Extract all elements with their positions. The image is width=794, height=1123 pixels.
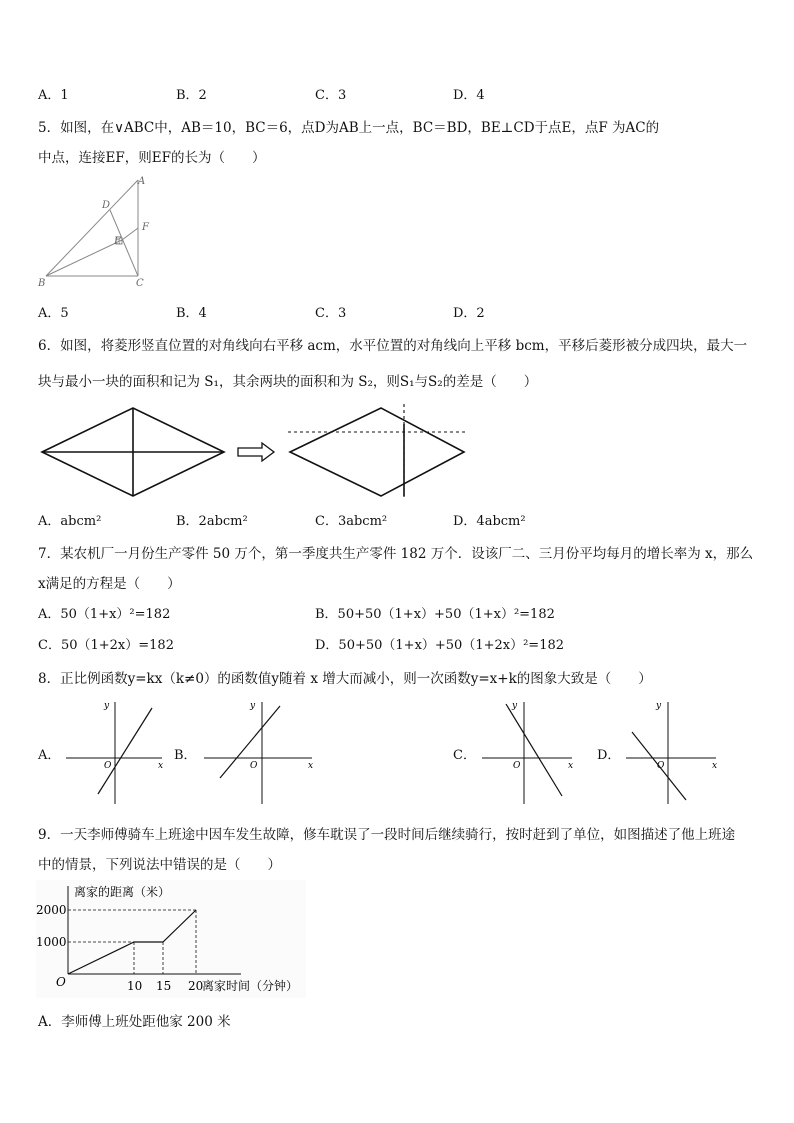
q6-text-line2: 块与最小一块的面积和记为 S₁，其余两块的面积和为 S₂，则S₁与S₂的差是（ ） <box>38 374 538 390</box>
q6-option-a: A．abcm² <box>38 514 102 529</box>
q9-text-line2: 中的情景，下列说法中错误的是（ ） <box>38 857 281 873</box>
xtick-15: 15 <box>156 979 172 993</box>
q5-text-line1: 5．如图，在∨ABC中，AB＝10，BC＝6，点D为AB上一点，BC＝BD，BE⊥CD于点E，点F 为AC的 <box>38 120 660 136</box>
svg-text:x: x <box>308 761 314 771</box>
svg-text:O: O <box>513 761 521 771</box>
q5-text-line2: 中点，连接EF，则EF的长为（ ） <box>38 150 266 166</box>
q4-option-b: B．2 <box>176 88 207 103</box>
q4-option-a: A．1 <box>38 88 69 103</box>
q8-text-line1: 8．正比例函数y=kx（k≠0）的函数值y随着 x 增大而减小，则一次函数y=x+k的图象大致是（ ） <box>38 671 652 687</box>
ytick-1000: 1000 <box>36 935 67 949</box>
chart-ylabel: 离家的距离（米） <box>74 885 171 899</box>
segment-ba <box>46 180 138 276</box>
q5-option-b: B．4 <box>176 306 207 321</box>
q7-option-d: D．50+50（1+x）+50（1+2x）²=182 <box>315 638 565 653</box>
q8-option-c-label: C． <box>453 748 476 763</box>
svg-text:x: x <box>712 761 718 771</box>
q8-graph-d <box>620 696 730 806</box>
q9-option-a: A．李师傅上班处距他家 200 米 <box>38 1014 231 1030</box>
q8-graph-b <box>204 696 324 806</box>
q8-option-a-label: A． <box>38 748 61 763</box>
label-a: A <box>138 176 146 187</box>
q6-rhombus-figure <box>40 402 480 502</box>
q8-graph-c <box>478 696 588 806</box>
svg-text:x: x <box>158 761 164 771</box>
q8-option-b-label: B． <box>174 748 197 763</box>
q6-text-line1: 6．如图，将菱形竖直位置的对角线向右平移 acm，水平位置的对角线向上平移 bcm，平移后菱形被分成四块，最大一 <box>38 338 748 354</box>
ytick-2000: 2000 <box>36 903 67 917</box>
q9-distance-time-chart <box>36 880 336 998</box>
q6-option-c: C．3abcm² <box>315 514 388 529</box>
chart-xlabel: 离家时间（分钟） <box>202 979 299 993</box>
q6-option-b: B．2abcm² <box>176 514 248 529</box>
svg-text:y: y <box>512 701 518 711</box>
label-f: F <box>142 222 149 233</box>
q4-option-d: D．4 <box>453 88 485 103</box>
q4-option-c: C．3 <box>315 88 347 103</box>
q8-option-d-label: D． <box>597 748 621 763</box>
q7-text-line2: x满足的方程是（ ） <box>38 576 181 592</box>
q9-text-line1: 9．一天李师傅骑车上班途中因车发生故障，修车耽误了一段时间后继续骑行，按时赶到了单位，如图描述了他上班途 <box>38 827 736 843</box>
label-d: D <box>102 200 111 211</box>
label-b: B <box>38 278 46 289</box>
chart-origin: O <box>56 975 66 989</box>
svg-text:O: O <box>104 761 112 771</box>
svg-text:x: x <box>568 761 574 771</box>
q7-text-line1: 7．某农机厂一月份生产零件 50 万个，第一季度共生产零件 182 万个．设该厂二、三月份平均每月的增长率为 x，那么 <box>38 546 754 562</box>
svg-text:y: y <box>656 701 662 711</box>
xtick-20: 20 <box>188 979 204 993</box>
q7-option-c: C．50（1+2x）=182 <box>38 638 174 653</box>
q6-option-d: D．4abcm² <box>453 514 526 529</box>
q5-option-d: D．2 <box>453 306 485 321</box>
q5-option-a: A．5 <box>38 306 69 321</box>
q7-option-a: A．50（1+x）²=182 <box>38 607 171 622</box>
q7-option-b: B．50+50（1+x）+50（1+x）²=182 <box>315 607 555 622</box>
q8-graph-a <box>62 696 172 806</box>
segment-be <box>46 240 122 276</box>
svg-text:O: O <box>250 761 258 771</box>
q5-triangle-figure <box>38 172 158 290</box>
xtick-10: 10 <box>127 979 143 993</box>
q5-option-c: C．3 <box>315 306 347 321</box>
rhombus-shifted <box>290 408 464 496</box>
label-e: E <box>114 236 122 247</box>
arrow-right-icon <box>238 443 274 461</box>
label-c: C <box>136 278 144 289</box>
segment-ef <box>122 228 138 240</box>
svg-text:y: y <box>250 701 256 711</box>
svg-text:y: y <box>104 701 110 711</box>
svg-text:O: O <box>657 761 665 771</box>
